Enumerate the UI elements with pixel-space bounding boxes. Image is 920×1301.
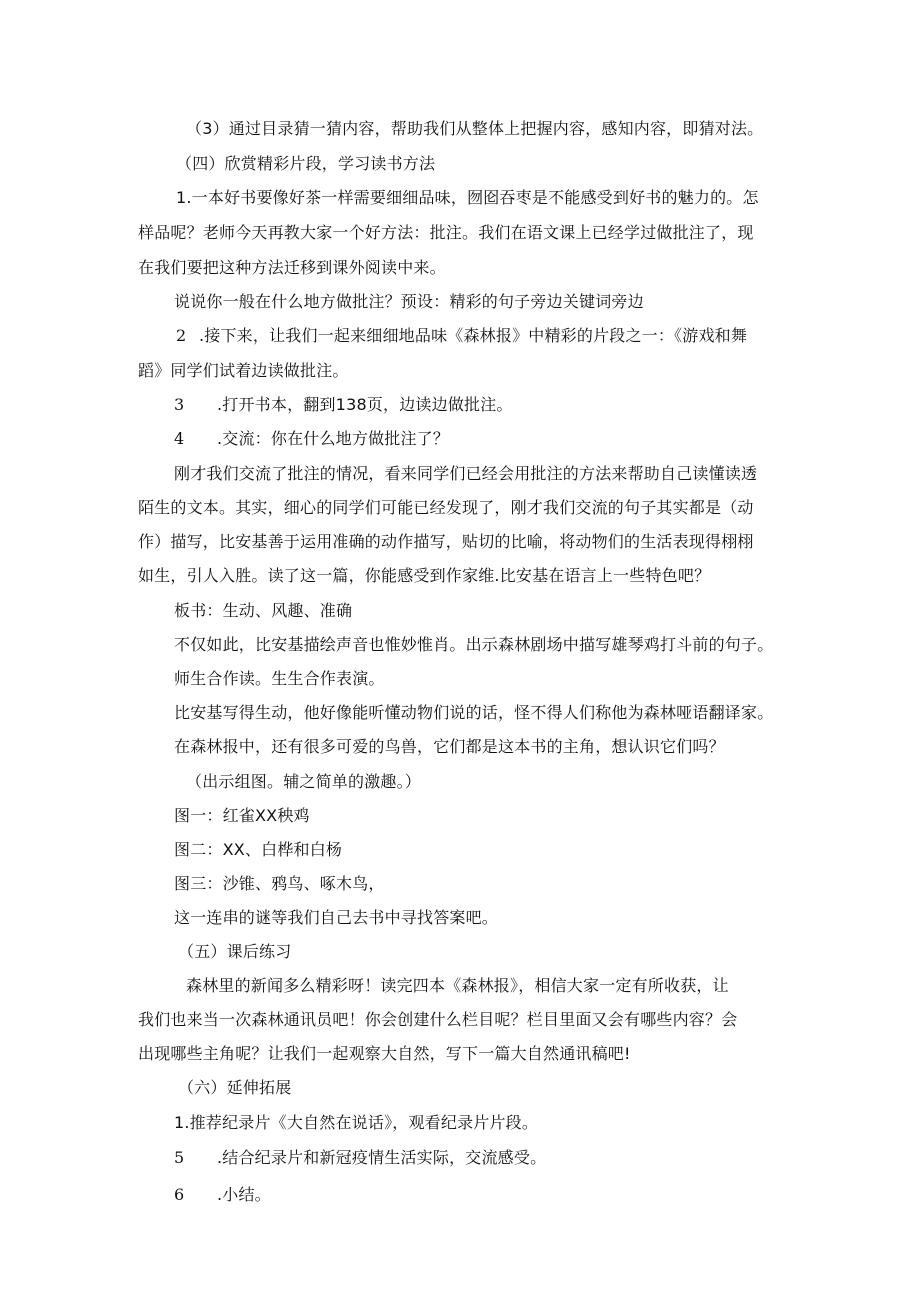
blackboard-note: 板书：生动、风趣、准确 (174, 601, 353, 620)
paragraph-line: 1.一本好书要像好茶一样需要细细品味，囫囵吞枣是不能感受到好书的魅力的。怎 (176, 188, 759, 207)
paragraph-line: 陌生的文本。其实，细心的同学们可能已经发现了，刚才我们交流的句子其实都是（动 (138, 498, 754, 517)
paragraph-line: 这一连串的谜等我们自己去书中寻找答案吧。 (174, 908, 499, 927)
list-number: 3 (174, 395, 185, 414)
paragraph-line: 作）描写，比安基善于运用准确的动作描写，贴切的比喻，将动物们的生活表现得栩栩 (138, 532, 754, 551)
paragraph-line: 样品呢？老师今天再教大家一个好方法：批注。我们在语文课上已经学过做批注了，现 (138, 223, 754, 242)
section-heading: （四）欣赏精彩片段，学习读书方法 (176, 154, 436, 173)
paragraph-line: 森林里的新闻多么精彩呀！读完四本《森林报》，相信大家一定有所收获，让 (186, 976, 729, 995)
paragraph-line: 刚才我们交流了批注的情况，看来同学们已经会用批注的方法来帮助自己读懂读透 (174, 464, 758, 483)
paragraph-line: 比安基写得生动，他好像能听懂动物们说的话，怪不得人们称他为森林哑语翻译家。 (174, 703, 774, 722)
paragraph-line: .结合纪录片和新冠疫情生活实际，交流感受。 (217, 1148, 547, 1167)
picture-caption: 图二：XX、白桦和白杨 (174, 840, 343, 859)
paragraph-line: 不仅如此，比安基描绘声音也惟妙惟肖。出示森林剧场中描写雄琴鸡打斗前的句子。 (174, 635, 774, 654)
paragraph-line: （出示组图。辅之简单的激趣。） (186, 772, 422, 791)
paragraph-line: 1.推荐纪录片《大自然在说话》，观看纪录片片段。 (174, 1113, 539, 1132)
paragraph-line: 出现哪些主角呢？让我们一起观察大自然，写下一篇大自然通讯稿吧! (138, 1044, 631, 1063)
section-heading: （五）课后练习 (178, 942, 292, 961)
section-heading: （六）延伸拓展 (178, 1078, 292, 1097)
paragraph-line: .打开书本，翻到138页，边读边做批注。 (217, 395, 513, 414)
list-number: 4 (174, 429, 185, 448)
paragraph-line: （3）通过目录猜一猜内容，帮助我们从整体上把握内容，感知内容，即猜对法。 (186, 119, 764, 138)
paragraph-line: 在森林报中，还有很多可爱的鸟兽，它们都是这本书的主角，想认识它们吗？ (174, 737, 725, 756)
paragraph-line: 说说你一般在什么地方做批注？预设：精彩的句子旁边关键词旁边 (174, 292, 644, 311)
picture-caption: 图一：红雀XX秧鸡 (174, 806, 310, 825)
paragraph-line: 如生，引人入胜。读了这一篇，你能感受到作家维.比安基在语言上一些特色吧？ (138, 566, 711, 585)
paragraph-line: .接下来，让我们一起来细细地品味《森林报》中精彩的片段之一：《游戏和舞 (199, 326, 748, 345)
paragraph-line: 蹈》同学们试着边读做批注。 (138, 361, 349, 380)
paragraph-line: .小结。 (217, 1185, 271, 1204)
paragraph-line: 师生合作读。生生合作表演。 (174, 669, 385, 688)
paragraph-line: 在我们要把这种方法迁移到课外阅读中来。 (138, 258, 446, 277)
list-number: 6 (174, 1185, 185, 1204)
list-number: 5 (174, 1148, 185, 1167)
picture-caption: 图三：沙锥、鸦鸟、啄木鸟， (174, 874, 385, 893)
list-number: 2 (176, 326, 187, 345)
paragraph-line: 我们也来当一次森林通讯员吧！你会创建什么栏目呢？栏目里面又会有哪些内容？会 (138, 1010, 738, 1029)
paragraph-line: .交流：你在什么地方做批注了？ (217, 429, 450, 448)
